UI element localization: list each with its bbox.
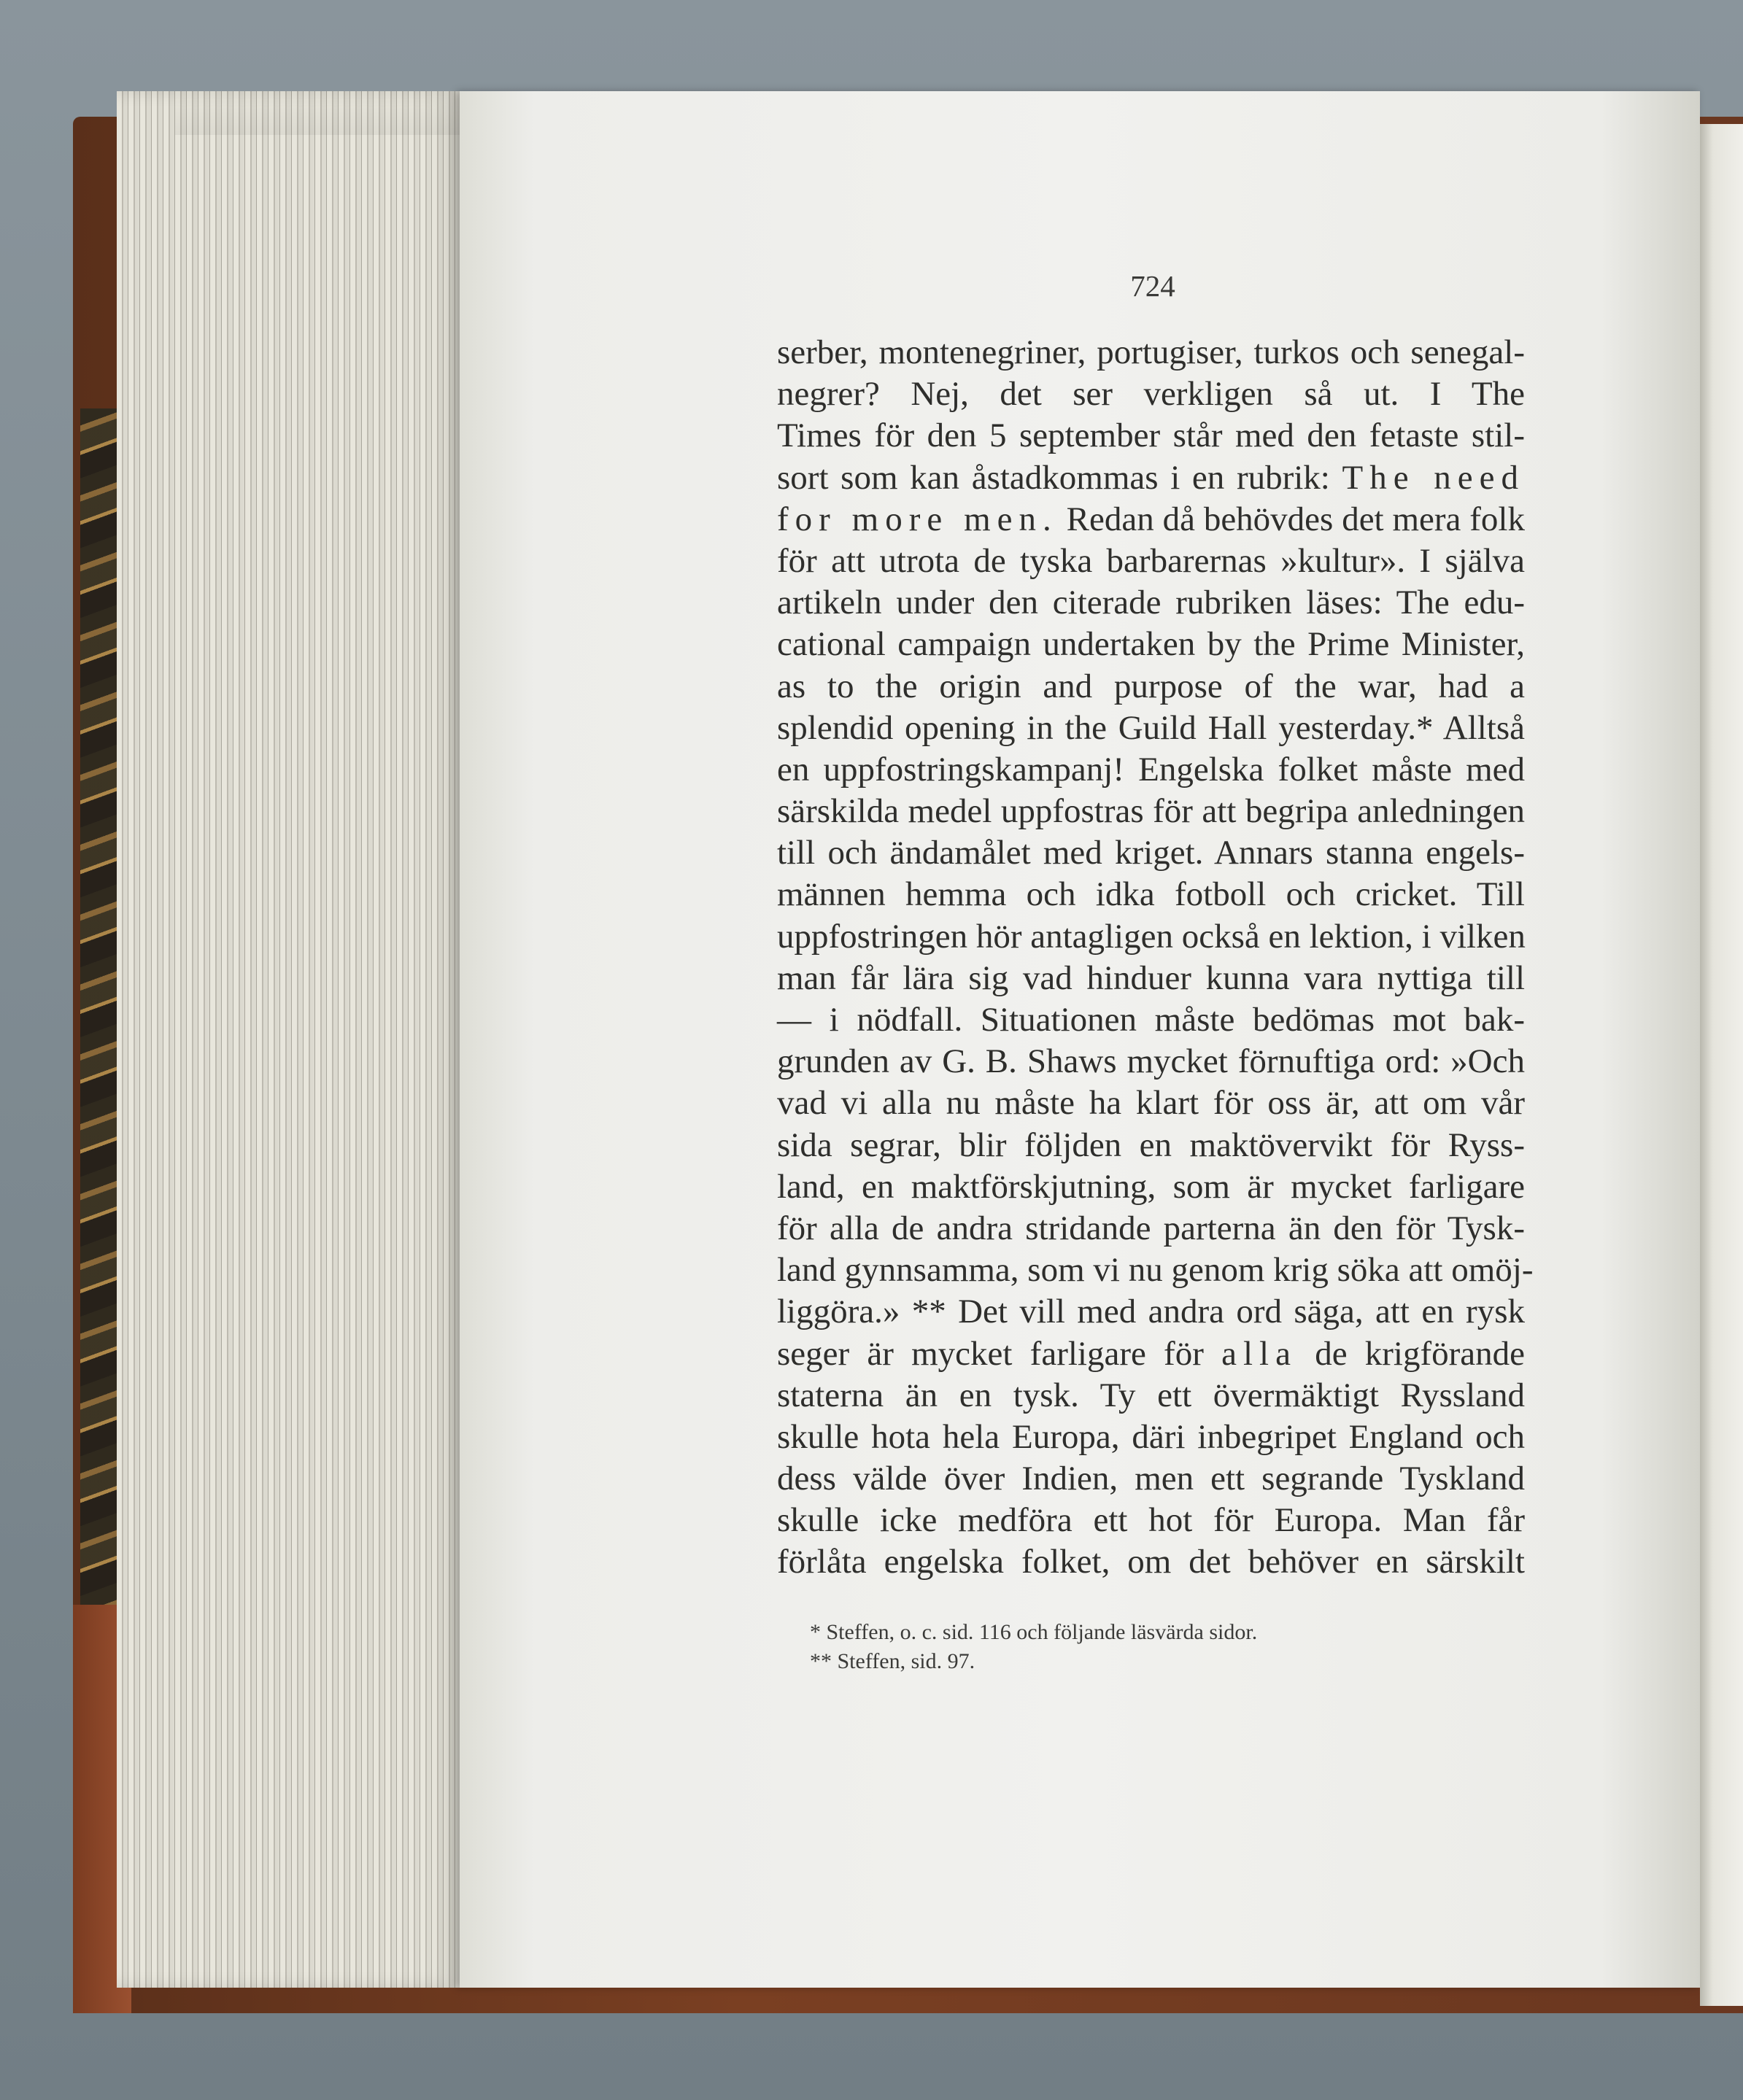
text-line: uppfostringen hör antagligen också en lektion, i vilken — [777, 917, 1526, 956]
footnote: * Steffen, o. c. sid. 116 och följande läsvärda sidor. — [810, 1620, 1258, 1644]
text-line: grunden av G. B. Shaws mycket förnuftiga ord: »Och — [777, 1042, 1525, 1081]
spaced-headline: for more men. — [777, 500, 1058, 538]
text-line: skulle icke medföra ett hot för Europa. Man får — [777, 1501, 1525, 1540]
text-line: för alla de andra stridande parterna än den för Tysk- — [777, 1209, 1525, 1247]
text-line — [777, 1333, 1525, 1375]
text-line: vad vi alla nu måste ha klart för oss är, att om vår — [777, 1084, 1525, 1123]
text-line — [777, 457, 1525, 499]
facing-page-edge — [1700, 124, 1743, 2006]
text-line: dess välde över Indien, men ett segrande Tyskland — [777, 1460, 1525, 1498]
footnote: ** Steffen, sid. 97. — [810, 1649, 975, 1673]
text-line: land, en maktförskjutning, som är mycket farligare — [777, 1167, 1525, 1206]
text-line: en uppfostringskampanj! Engelska folket måste med — [777, 750, 1525, 789]
footnotes — [810, 1618, 1466, 1676]
text-line: för att utrota de tyska barbarernas »kultur». I själva — [777, 541, 1525, 580]
text-segment: sort som kan åstadkommas i en rubrik: — [777, 458, 1330, 497]
spaced-headline: The need — [1342, 458, 1526, 497]
body-text — [777, 332, 1534, 1584]
text-line: förlåta engelska folket, om det behöver en särskilt — [777, 1543, 1525, 1581]
text-line: männen hemma och idka fotboll och cricket. Till — [777, 875, 1525, 914]
text-segment: seger är mycket farligare för — [777, 1334, 1204, 1373]
text-line — [777, 499, 1525, 541]
text-line: splendid opening in the Guild Hall yesterday.* Alltså — [777, 708, 1525, 747]
text-line: Times för den 5 september står med den fetaste stil- — [777, 416, 1525, 455]
text-line: skulle hota hela Europa, däri inbegripet England och — [777, 1417, 1525, 1456]
page-edges — [117, 91, 460, 1988]
text-line: staterna än en tysk. Ty ett övermäktigt Ryssland — [777, 1376, 1525, 1414]
text-line: man får lära sig vad hinduer kunna vara nyttiga till — [777, 958, 1525, 997]
text-line: land gynnsamma, som vi nu genom krig söka att omöj- — [777, 1251, 1534, 1290]
text-line: serber, montenegriner, portugiser, turkos och senegal- — [777, 333, 1525, 371]
text-line: as to the origin and purpose of the war, had a — [777, 667, 1525, 705]
text-line: negrer? Nej, det ser verkligen så ut. I The — [777, 375, 1525, 414]
page-number: 724 — [1130, 269, 1175, 303]
text-line: cational campaign undertaken by the Prime Minister, — [777, 625, 1525, 664]
text-line: artikeln under den citerade rubriken läses: The edu- — [777, 584, 1525, 622]
text-line: liggöra.» ** Det vill med andra ord säga, att en rysk — [777, 1293, 1525, 1331]
text-line: — i nödfall. Situationen måste bedömas mot bak- — [777, 1001, 1525, 1039]
text-line: till och ändamålet med kriget. Annars stanna engels- — [777, 834, 1525, 872]
text-line: sida segrar, blir följden en maktövervikt för Ryss- — [777, 1125, 1525, 1164]
text-segment: de krigförande — [1315, 1334, 1526, 1373]
text-segment: Redan då behövdes det mera folk — [1066, 500, 1525, 538]
text-line: särskilda medel uppfostras för att begripa anledningen — [777, 792, 1525, 831]
spaced-word: alla — [1221, 1334, 1297, 1373]
page-edges-shade — [175, 91, 460, 135]
